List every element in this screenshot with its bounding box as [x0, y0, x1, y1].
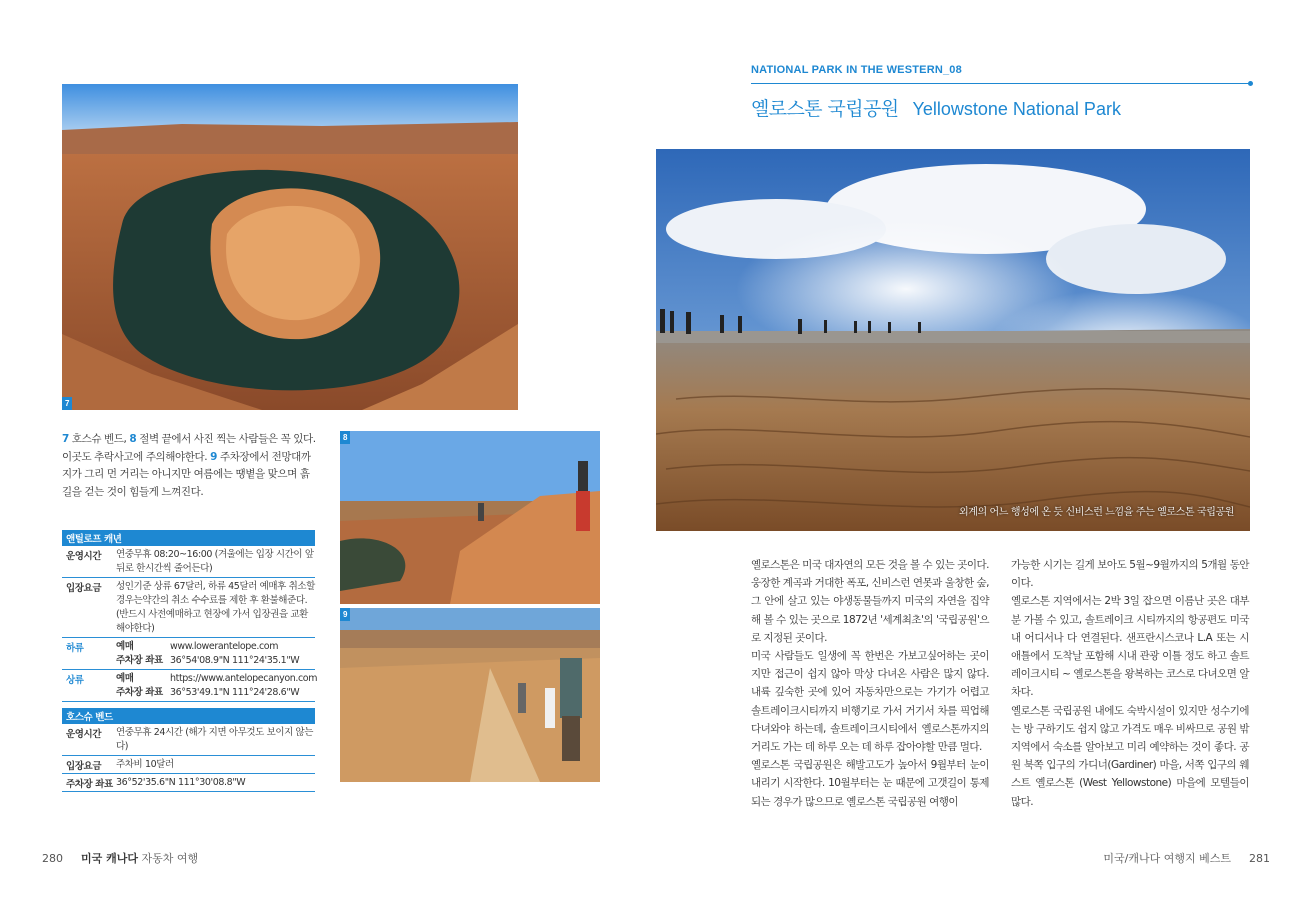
photo-captions — [62, 431, 318, 501]
horseshoe-hours-row — [62, 724, 315, 756]
row-value: 연중무휴 08:20~16:00 (겨울에는 입장 시간이 앞 뒤로 한시간씩 줄어든다) — [116, 549, 314, 574]
caption-number-7: 7 — [62, 433, 69, 445]
body-column-1 — [751, 556, 989, 811]
page-number: 281 — [1249, 852, 1270, 865]
sub-label: 주차장 좌표 — [116, 655, 163, 666]
row-value: 주차비 10달러 — [116, 759, 174, 770]
row-value: 36°52'35.6"N 111°30'08.8"W — [116, 777, 246, 788]
row-label: 하류 — [66, 643, 84, 654]
book-title: 미국/캐나다 여행지 베스트 — [1103, 852, 1231, 865]
horseshoe-bend-illustration — [62, 84, 518, 410]
photo-number-badge: 7 — [62, 397, 72, 410]
paragraph: 미국 사람들도 일생에 꼭 한번은 가보고싶어하는 곳이지만 접근이 쉽지 않아 막상 다녀온 사람은 많지 않다. 내륙 깊숙한 곳에 있어 자동차만으로는 가기가 어렵고 솔트레이크시티까지 비행기로 가서 거기서 차를 픽업해 다녀와야 하는데, 솔트레이크시티에서 옐로스톤까지의 거리도 가는 데 하루 오는 데 하루 잡아야할 만큼 멀다. — [751, 650, 989, 754]
row-value: 연중무휴 24시간 (해가 지면 아무것도 보이지 않는다) — [116, 727, 314, 752]
horseshoe-bend-photo — [62, 84, 518, 410]
page-title — [751, 94, 1121, 121]
sub-value: 36°54'08.9"N 111°24'35.1"W — [170, 655, 300, 666]
sub-value: 36°53'49.1"N 111°24'28.6"W — [170, 687, 300, 698]
caption-text-8: 절벽 끝에서 사진 찍는 사람들은 꼭 있다. 이곳도 추락사고에 주의해야한다. — [62, 433, 316, 463]
left-page-footer — [42, 850, 198, 866]
paragraph: 옐로스톤 국립공원 내에도 숙박시설이 있지만 성수기에는 방 구하기도 쉽지 않고 가격도 매우 비싸므로 공원 밖 지역에서 숙소를 알아보고 미리 예약하는 것이 좋다. 공원 북쪽 입구의 가디너(Gardiner) 마을, 서쪽 입구의 웨스트 옐로스톤 (West Yellowstone) 마을에 모텔들이 많다. — [1011, 704, 1249, 808]
page-number: 280 — [42, 852, 63, 865]
right-page-footer — [1103, 850, 1270, 866]
horseshoe-bend-header: 호스슈 벤드 — [62, 708, 315, 724]
paragraph: 옐로스톤은 미국 대자연의 모든 것을 볼 수 있는 곳이다. 웅장한 계곡과 거대한 폭포, 신비스런 연못과 울창한 숲, 그 안에 살고 있는 야생동물들까지 미국의 자연을 집약해 볼 수 있는 곳으로 1872년 '세계최초'의 '국립공원'으로 지정된 곳이다. — [751, 559, 989, 644]
horseshoe-parking-row — [62, 774, 315, 792]
caption-number-9: 9 — [210, 450, 218, 463]
trail-photo — [340, 608, 600, 782]
photo-number-badge: 9 — [340, 608, 350, 621]
antelope-canyon-header: 앤틸로프 캐년 — [62, 530, 315, 546]
upper-booking-link[interactable]: https://www.antelopecanyon.com — [170, 673, 318, 684]
row-value — [116, 640, 315, 668]
row-label: 입장요금 — [66, 761, 102, 772]
lower-canyon-row — [62, 638, 315, 670]
section-label: NATIONAL PARK IN THE WESTERN_08 — [751, 64, 962, 76]
paragraph: 옐로스톤 국립공원은 해발고도가 높아서 9월부터 눈이 내리기 시작한다. 10월부터는 눈 때문에 고갯길이 통제되는 경우가 많으므로 옐로스톤 국립공원 여행이 — [751, 759, 989, 808]
caption-text-9: 주차장에서 전망대까지가 그리 먼 거리는 아니지만 여름에는 땡볕을 맞으며 흙길을 걷는 것이 힘들게 느껴진다. — [62, 450, 311, 498]
sub-label: 예매 — [116, 641, 134, 652]
book-title-rest: 자동차 여행 — [137, 852, 199, 865]
row-label: 입장요금 — [66, 583, 102, 594]
row-label: 상류 — [66, 675, 84, 686]
lower-booking-line — [116, 640, 315, 654]
yellowstone-illustration — [656, 149, 1250, 531]
title-rule-dot — [1248, 81, 1253, 86]
trail-illustration — [340, 608, 600, 782]
photo-number-badge: 8 — [340, 431, 350, 444]
lower-parking-line — [116, 654, 315, 668]
yellowstone-photo — [656, 149, 1250, 531]
caption-text-7: 호스슈 벤드, — [68, 433, 130, 445]
book-title-bold: 미국 캐나다 — [81, 852, 138, 865]
upper-canyon-row — [62, 670, 318, 702]
horseshoe-fee-row — [62, 756, 315, 774]
row-value: 성인기준 상류 67달러, 하류 45달러 예매후 취소할 경우는약간의 취소 수수료를 제한 후 환불해준다. (반드시 사전예매하고 현장에 가서 입장권을 교환해야한다) — [116, 581, 315, 634]
info-table — [62, 530, 318, 792]
row-label: 운영시간 — [66, 551, 102, 562]
upper-booking-line — [116, 672, 317, 686]
lower-booking-link[interactable]: www.lowerantelope.com — [170, 641, 279, 652]
caption-number-8: 8 — [129, 433, 137, 445]
title-rule — [751, 83, 1251, 84]
sub-label: 주차장 좌표 — [116, 687, 163, 698]
body-column-2 — [1011, 556, 1249, 811]
row-label: 주차장 좌표 — [66, 779, 113, 790]
cliff-edge-illustration — [340, 431, 600, 604]
row-label: 운영시간 — [66, 729, 102, 740]
antelope-hours-row — [62, 546, 315, 578]
paragraph: 가능한 시기는 길게 보아도 5월~9월까지의 5개월 동안이다. — [1011, 559, 1249, 590]
antelope-fee-row — [62, 578, 315, 638]
cliff-edge-photo — [340, 431, 600, 604]
title-english: Yellowstone National Park — [912, 99, 1121, 119]
title-korean: 옐로스톤 국립공원 — [751, 98, 899, 120]
row-value — [116, 672, 317, 700]
sub-label: 예매 — [116, 673, 134, 684]
paragraph: 옐로스톤 지역에서는 2박 3일 잡으면 이름난 곳은 대부분 가볼 수 있고, 솔트레이크 시티까지의 항공편도 미국 내 어디서나 다 연결된다. 샌프란시스코나 L.A 또는 시애틀에서 도착날 포함해 시내 관광 이틀 정도 하고 솔트레이크시티 ~ 옐로스톤을 왕복하는 코스로 다녀오면 알차다. — [1011, 595, 1249, 699]
photo-caption: 외계의 어느 행성에 온 듯 신비스런 느낌을 주는 옐로스톤 국립공원 — [958, 507, 1234, 518]
upper-parking-line — [116, 686, 317, 700]
